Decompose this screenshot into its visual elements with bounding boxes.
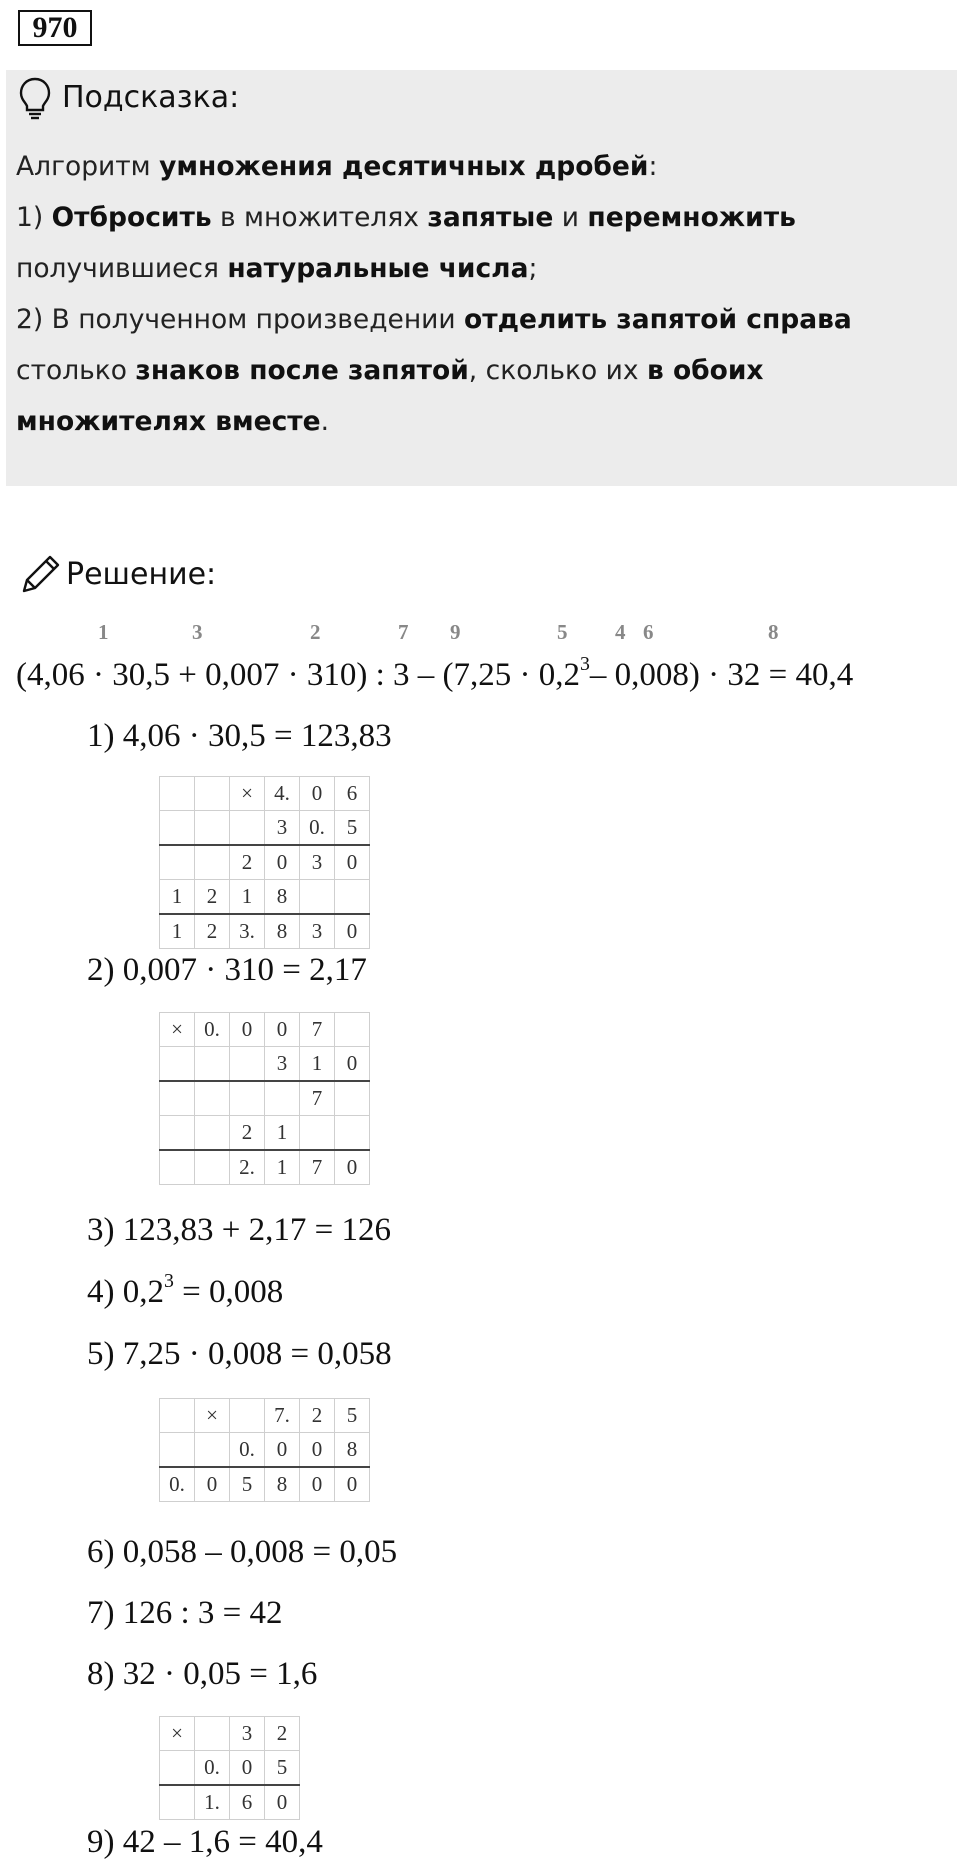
digit-cell: 0 xyxy=(300,1467,335,1502)
order-marker: 4 xyxy=(615,620,626,644)
digit-cell: 2 xyxy=(230,845,265,880)
task-number: 970 xyxy=(18,10,92,46)
order-marker: 2 xyxy=(310,620,321,644)
digit-cell: 7 xyxy=(300,1081,335,1116)
digit-cell: 8 xyxy=(265,914,300,949)
digit-cell: 0 xyxy=(230,1013,265,1047)
hint-title: Подсказка: xyxy=(62,80,240,115)
column-multiplication-3 xyxy=(159,1398,370,1502)
digit-cell xyxy=(195,1047,230,1082)
digit-cell: 0. xyxy=(300,811,335,846)
digit-cell: 8 xyxy=(335,1433,370,1468)
digit-cell xyxy=(195,1717,230,1751)
digit-cell xyxy=(160,811,195,846)
digit-cell: 2 xyxy=(195,914,230,949)
digit-cell xyxy=(160,1047,195,1082)
digit-cell: 0. xyxy=(195,1751,230,1786)
digit-cell: 2. xyxy=(230,1150,265,1185)
digit-cell: 7. xyxy=(265,1399,300,1433)
digit-cell xyxy=(230,1399,265,1433)
digit-cell: 1 xyxy=(265,1150,300,1185)
digit-cell: 0 xyxy=(335,1047,370,1082)
digit-cell: 5 xyxy=(265,1751,300,1786)
step-5: 5) 7,25 · 0,008 = 0,058 xyxy=(87,1336,392,1372)
digit-cell: 0 xyxy=(195,1467,230,1502)
digit-cell xyxy=(195,1116,230,1151)
digit-cell: 4. xyxy=(265,777,300,811)
step-9: 9) 42 – 1,6 = 40,4 xyxy=(87,1824,323,1860)
digit-cell: 2 xyxy=(195,880,230,915)
digit-cell xyxy=(230,1081,265,1116)
digit-cell xyxy=(160,1081,195,1116)
digit-cell: 1. xyxy=(195,1785,230,1820)
digit-cell: 3 xyxy=(265,811,300,846)
digit-cell xyxy=(335,1081,370,1116)
order-marker: 7 xyxy=(398,620,409,644)
digit-cell: 8 xyxy=(265,1467,300,1502)
digit-cell: 0 xyxy=(265,1433,300,1468)
step-7: 7) 126 : 3 = 42 xyxy=(87,1595,283,1631)
main-expression: (4,06 · 30,5 + 0,007 · 310) : $3 - (7,25 \cdot 0,2^3-$ 0,008) · 32 = 40,4 xyxy=(16,653,854,693)
digit-cell xyxy=(230,811,265,846)
digit-cell xyxy=(335,880,370,915)
hint-text: Алгоритм умножения десятичных дробей: 1) Отбросить в множителях запятые и перемножить получившиеся натуральные числа; 2) В полученном произведении отделить запятой справа столько знаков после запятой, сколько их в обоих множителях вместе. xyxy=(16,151,852,437)
column-multiplication-2 xyxy=(159,1012,370,1185)
digit-cell: 7 xyxy=(300,1013,335,1047)
digit-cell: 2 xyxy=(230,1116,265,1151)
digit-cell: 0. xyxy=(230,1433,265,1468)
digit-cell: 3 xyxy=(300,845,335,880)
digit-cell: 1 xyxy=(230,880,265,915)
digit-cell: × xyxy=(160,1717,195,1751)
digit-cell: 0 xyxy=(265,1785,300,1820)
digit-cell xyxy=(335,1116,370,1151)
digit-cell: 6 xyxy=(335,777,370,811)
digit-cell xyxy=(160,1433,195,1468)
digit-cell xyxy=(300,880,335,915)
digit-cell: 1 xyxy=(300,1047,335,1082)
order-marker: 9 xyxy=(450,620,461,644)
digit-cell: 0. xyxy=(195,1013,230,1047)
digit-cell: 0 xyxy=(335,914,370,949)
digit-cell: × xyxy=(195,1399,230,1433)
digit-cell: 2 xyxy=(300,1399,335,1433)
digit-cell: 3 xyxy=(300,914,335,949)
step-2: 2) 0,007 · 310 = 2,17 xyxy=(87,952,367,988)
digit-cell: 1 xyxy=(160,914,195,949)
digit-cell xyxy=(300,1116,335,1151)
digit-cell: 7 xyxy=(300,1150,335,1185)
digit-cell: 0 xyxy=(335,1467,370,1502)
digit-cell xyxy=(160,1785,195,1820)
digit-cell xyxy=(160,1116,195,1151)
digit-cell: 8 xyxy=(265,880,300,915)
digit-cell: 3. xyxy=(230,914,265,949)
digit-cell xyxy=(195,845,230,880)
digit-cell: 0 xyxy=(265,1013,300,1047)
order-marker: 8 xyxy=(768,620,779,644)
digit-cell: 1 xyxy=(265,1116,300,1151)
digit-cell: 1 xyxy=(160,880,195,915)
step-3: 3) 123,83 + 2,17 = 126 xyxy=(87,1212,391,1248)
step-4: 4) $0,2^3 = 0,008$ xyxy=(87,1270,284,1310)
column-multiplication-1 xyxy=(159,776,370,949)
digit-cell: 0 xyxy=(230,1751,265,1786)
step-8: 8) 32 · 0,05 = 1,6 xyxy=(87,1656,318,1692)
digit-cell: 3 xyxy=(230,1717,265,1751)
digit-cell xyxy=(160,845,195,880)
digit-cell: 0 xyxy=(335,1150,370,1185)
digit-cell xyxy=(160,1399,195,1433)
digit-cell: 5 xyxy=(335,811,370,846)
step-6: 6) 0,058 – 0,008 = 0,05 xyxy=(87,1534,398,1570)
digit-cell xyxy=(230,1047,265,1082)
digit-cell: 5 xyxy=(230,1467,265,1502)
digit-cell xyxy=(195,1433,230,1468)
order-marker: 1 xyxy=(98,620,109,644)
step-1: 1) 4,06 · 30,5 = 123,83 xyxy=(87,718,392,754)
digit-cell: 6 xyxy=(230,1785,265,1820)
digit-cell xyxy=(195,811,230,846)
lightbulb-icon xyxy=(18,76,52,120)
digit-cell: 5 xyxy=(335,1399,370,1433)
digit-cell: 0 xyxy=(265,845,300,880)
digit-cell: 0 xyxy=(335,845,370,880)
solution-title: Решение: xyxy=(66,557,217,592)
digit-cell xyxy=(160,1751,195,1786)
digit-cell: 0. xyxy=(160,1467,195,1502)
digit-cell: × xyxy=(160,1013,195,1047)
pencil-icon xyxy=(18,553,62,597)
order-marker: 6 xyxy=(643,620,654,644)
digit-cell: 0 xyxy=(300,1433,335,1468)
order-marker: 5 xyxy=(557,620,568,644)
digit-cell xyxy=(265,1081,300,1116)
digit-cell xyxy=(195,1150,230,1185)
digit-cell: 3 xyxy=(265,1047,300,1082)
digit-cell xyxy=(195,777,230,811)
column-multiplication-4 xyxy=(159,1716,300,1820)
digit-cell: × xyxy=(230,777,265,811)
digit-cell: 0 xyxy=(300,777,335,811)
digit-cell xyxy=(335,1013,370,1047)
digit-cell xyxy=(195,1081,230,1116)
digit-cell: 2 xyxy=(265,1717,300,1751)
order-marker: 3 xyxy=(192,620,203,644)
digit-cell xyxy=(160,1150,195,1185)
digit-cell xyxy=(160,777,195,811)
